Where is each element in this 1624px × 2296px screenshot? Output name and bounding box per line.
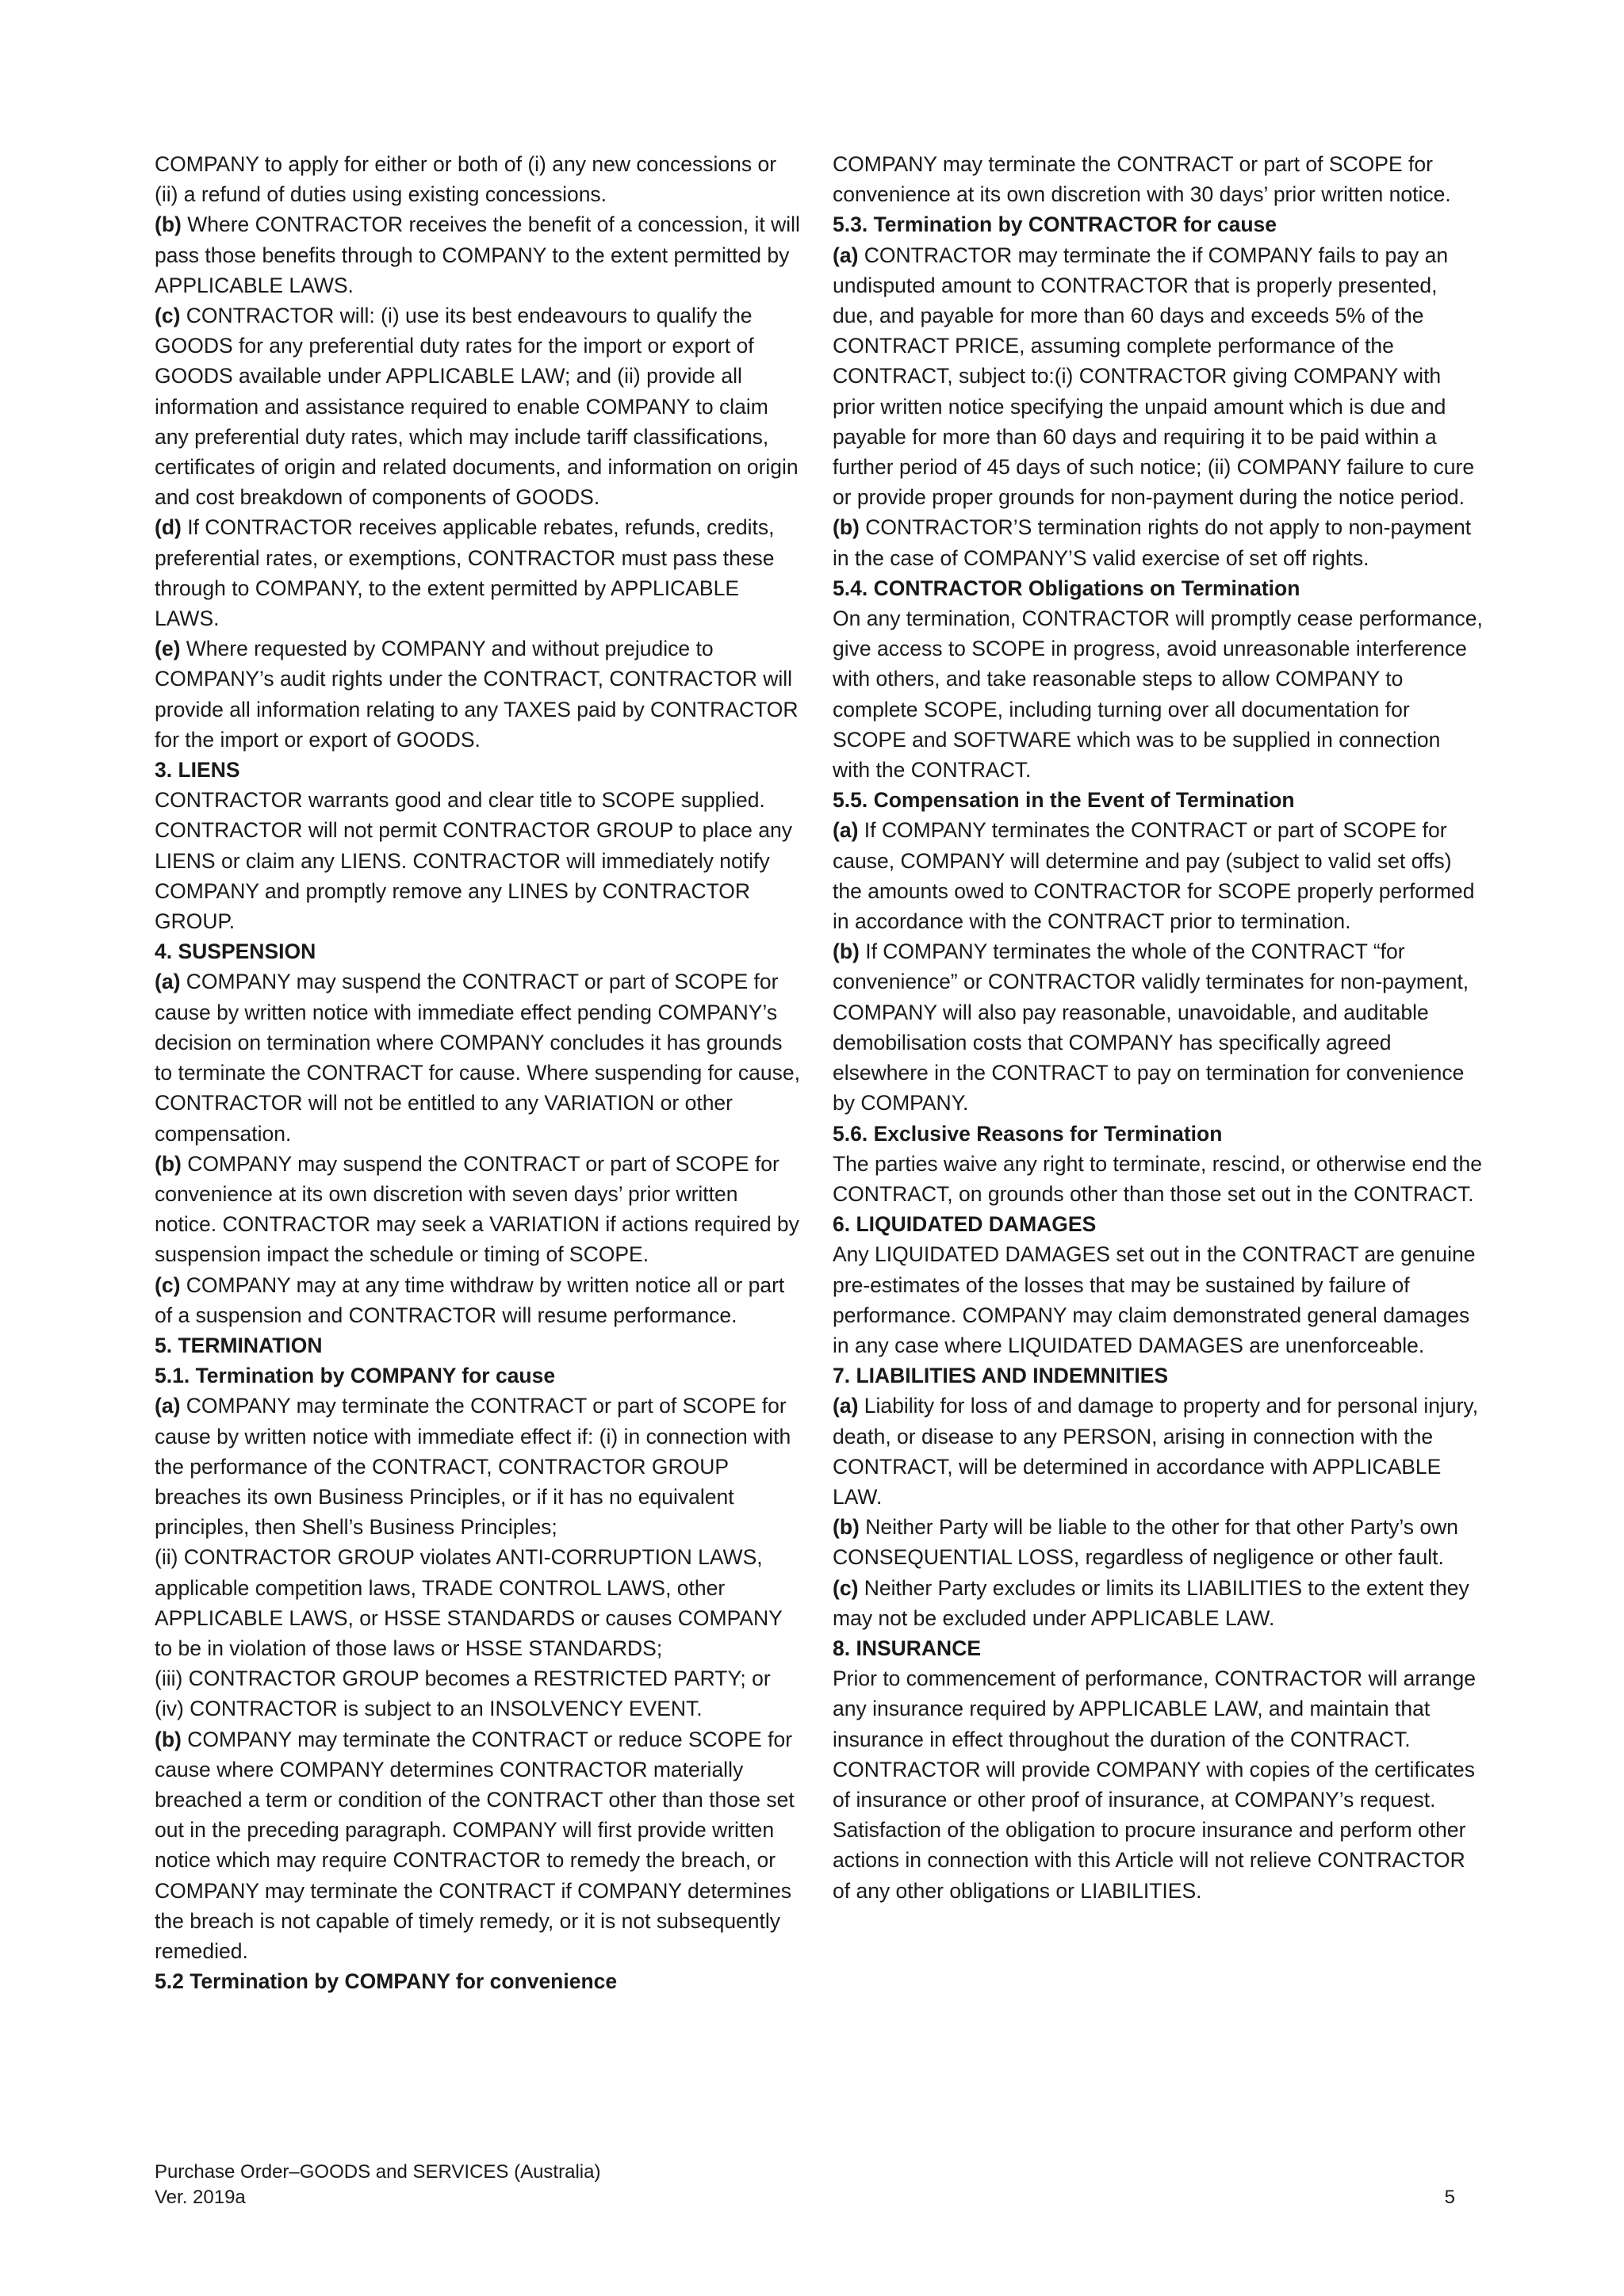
clause-text: On any termination, CONTRACTOR will promptly cease performance, give access to SCOPE in progress, avoid unreasonable interference with others, and take reasonable steps to allow COMPANY to complete SCOPE, including turning over all documentation for SCOPE and SOFTWARE which was to be supplied in connection with the CONTRACT. <box>833 607 1483 783</box>
clause-paragraph <box>155 512 805 633</box>
section-heading: 5.4. CONTRACTOR Obligations on Termination <box>833 576 1300 600</box>
clause-text: COMPANY may suspend the CONTRACT or part of SCOPE for convenience at its own discretion with seven days’ prior written notice. CONTRACTOR may seek a VARIATION if actions required by suspension impact the schedule or timing of SCOPE. <box>155 1151 799 1267</box>
clause-text: The parties waive any right to terminate, rescind, or otherwise end the CONTRACT, on grounds other than those set out in the CONTRACT. <box>833 1151 1482 1206</box>
clause-text: COMPANY may terminate the CONTRACT or reduce SCOPE for cause where COMPANY determines CONTRACTOR materially breached a term or condition of the CONTRACT other than those set out in the preceding paragraph. COMPANY will first provide written notice which may require CONTRACTOR to remedy the breach, or COMPANY may terminate the CONTRACT if COMPANY determines the breach is not capable of timely remedy, or it is not subsequently remedied. <box>155 1727 795 1963</box>
clause-paragraph <box>155 1663 805 1693</box>
clause-paragraph <box>833 149 1483 209</box>
clause-label: (e) <box>155 637 181 661</box>
clause-paragraph <box>833 936 1483 1118</box>
clause-text: CONTRACTOR’S termination rights do not apply to non-payment in the case of COMPANY’S valid exercise of set off rights. <box>833 515 1472 570</box>
clause-paragraph <box>155 1270 805 1330</box>
clause-label: (a) <box>155 1394 181 1418</box>
section-heading: 6. LIQUIDATED DAMAGES <box>833 1212 1097 1237</box>
clause-paragraph <box>833 1663 1483 1906</box>
clause-text: Where requested by COMPANY and without prejudice to COMPANY’s audit rights under the CONTRACT, CONTRACTOR will provide all information relating to any TAXES paid by CONTRACTOR for the import or export of GOODS. <box>155 637 799 752</box>
clause-text: Neither Party excludes or limits its LIABILITIES to the extent they may not be excluded under APPLICABLE LAW. <box>833 1575 1469 1630</box>
clause-paragraph <box>155 1542 805 1663</box>
clause-text: If CONTRACTOR receives applicable rebates, refunds, credits, preferential rates, or exemptions, CONTRACTOR must pass these through to COMPANY, to the extent permitted by APPLICABLE LAWS. <box>155 515 775 631</box>
clause-label: (a) <box>833 243 859 267</box>
clause-text: Liability for loss of and damage to property and for personal injury, death, or disease to any PERSON, arising in connection with the CONTRACT, will be determined in accordance with APPLICABLE LAW. <box>833 1394 1479 1509</box>
clause-label: (c) <box>833 1575 859 1600</box>
clause-label: (b) <box>833 1515 860 1540</box>
section-heading: 8. INSURANCE <box>833 1636 982 1660</box>
clause-paragraph <box>155 149 805 209</box>
clause-paragraph <box>155 1149 805 1270</box>
section-heading: 5.2 Termination by COMPANY for convenience <box>155 1969 618 1994</box>
clause-label: (d) <box>155 515 182 540</box>
clause-paragraph <box>155 1693 805 1724</box>
clause-text: (iii) CONTRACTOR GROUP becomes a RESTRICTED PARTY; or <box>155 1667 771 1691</box>
section-heading: 5.1. Termination by COMPANY for cause <box>155 1364 556 1388</box>
clause-text: Neither Party will be liable to the other for that other Party’s own CONSEQUENTIAL LOSS, regardless of negligence or other fault. <box>833 1515 1458 1570</box>
clause-text: CONTRACTOR will: (i) use its best endeavours to qualify the GOODS for any preferential duty rates for the import or export of GOODS available under APPLICABLE LAW; and (ii) provide all information and assistance required to enable COMPANY to claim any preferential duty rates, which may include tariff classifications, certificates of origin and related documents, and information on origin and cost breakdown of components of GOODS. <box>155 304 799 510</box>
clause-paragraph <box>155 209 805 300</box>
clause-text: CONTRACTOR may terminate the if COMPANY fails to pay an undisputed amount to CONTRACTOR that is properly presented, due, and payable for more than 60 days and exceeds 5% of the CONTRACT PRICE, assuming complete performance of the CONTRACT, subject to:(i) CONTRACTOR giving COMPANY with prior written notice specifying the unpaid amount which is due and payable for more than 60 days and requiring it to be paid within a further period of 45 days of such notice; (ii) COMPANY failure to cure or provide proper grounds for non-payment during the notice period. <box>833 243 1475 510</box>
clause-paragraph <box>833 1239 1483 1360</box>
clause-paragraph <box>155 300 805 512</box>
clause-text: (iv) CONTRACTOR is subject to an INSOLVENCY EVENT. <box>155 1697 703 1721</box>
clause-paragraph <box>833 1149 1483 1209</box>
clause-paragraph <box>155 633 805 755</box>
clause-text: COMPANY may terminate the CONTRACT or part of SCOPE for convenience at its own discretion with 30 days’ prior written notice. <box>833 152 1451 207</box>
clause-text: COMPANY may terminate the CONTRACT or part of SCOPE for cause by written notice with immediate effect if: (i) in connection with the performance of the CONTRACT, CONTRACTOR GROUP breaches its own Business Principles, or if it has no equivalent principles, then Shell’s Business Principles; <box>155 1394 791 1540</box>
footer-version: Ver. 2019a <box>155 2187 246 2208</box>
clause-text: CONTRACTOR warrants good and clear title to SCOPE supplied. CONTRACTOR will not permit CONTRACTOR GROUP to place any LIENS or claim any LIENS. CONTRACTOR will immediately notify COMPANY and promptly remove any LINES by CONTRACTOR GROUP. <box>155 788 793 934</box>
right-column <box>833 149 1483 1906</box>
footer-document-title: Purchase Order–GOODS and SERVICES (Australia) <box>155 2161 601 2183</box>
clause-text: Prior to commencement of performance, CONTRACTOR will arrange any insurance required by APPLICABLE LAW, and maintain that insurance in effect throughout the duration of the CONTRACT. CONTRACTOR will provide COMPANY with copies of the certificates of insurance or other proof of insurance, at COMPANY’s request. Satisfaction of the obligation to procure insurance and perform other actions in connection with this Article will not relieve CONTRACTOR of any other obligations or LIABILITIES. <box>833 1667 1476 1903</box>
clause-paragraph <box>833 240 1483 513</box>
clause-paragraph <box>155 1391 805 1542</box>
clause-label: (c) <box>155 1272 181 1297</box>
left-column <box>155 149 805 1996</box>
clause-paragraph <box>833 1391 1483 1512</box>
clause-text: COMPANY may suspend the CONTRACT or part of SCOPE for cause by written notice with immediate effect pending COMPANY’s decision on termination where COMPANY concludes it has grounds to terminate the CONTRACT for cause. Where suspending for cause, CONTRACTOR will not be entitled to any VARIATION or other compensation. <box>155 970 801 1146</box>
page-number: 5 <box>1444 2187 1455 2208</box>
clause-text: If COMPANY terminates the CONTRACT or part of SCOPE for cause, COMPANY will determine and pay (subject to valid set offs) the amounts owed to CONTRACTOR for SCOPE properly performed in accordance with the CONTRACT prior to termination. <box>833 818 1475 934</box>
section-heading: 7. LIABILITIES AND INDEMNITIES <box>833 1364 1169 1388</box>
clause-paragraph <box>155 785 805 936</box>
section-heading: 5.6. Exclusive Reasons for Termination <box>833 1121 1223 1146</box>
clause-paragraph <box>155 1724 805 1967</box>
clause-label: (a) <box>833 1394 859 1418</box>
section-heading: 4. SUSPENSION <box>155 939 316 964</box>
clause-text: Any LIQUIDATED DAMAGES set out in the CONTRACT are genuine pre-estimates of the losses that may be sustained by failure of performance. COMPANY may claim demonstrated general damages in any case where LIQUIDATED DAMAGES are unenforceable. <box>833 1242 1476 1357</box>
clause-paragraph <box>833 1573 1483 1633</box>
clause-paragraph <box>833 512 1483 572</box>
clause-paragraph <box>155 966 805 1148</box>
section-heading: 3. LIENS <box>155 758 240 783</box>
clause-paragraph <box>833 1512 1483 1572</box>
page-footer <box>155 2160 1455 2210</box>
clause-text: COMPANY to apply for either or both of (i) any new concessions or (ii) a refund of duties using existing concessions. <box>155 152 777 207</box>
clause-label: (b) <box>833 515 860 540</box>
section-heading: 5. TERMINATION <box>155 1333 323 1357</box>
section-heading: 5.3. Termination by CONTRACTOR for cause <box>833 212 1277 237</box>
section-heading: 5.5. Compensation in the Event of Termination <box>833 788 1295 813</box>
clause-text: Where CONTRACTOR receives the benefit of a concession, it will pass those benefits through to COMPANY to the extent permitted by APPLICABLE LAWS. <box>155 212 800 297</box>
clause-label: (b) <box>155 1727 182 1751</box>
clause-text: (ii) CONTRACTOR GROUP violates ANTI-CORRUPTION LAWS, applicable competition laws, TRADE CONTROL LAWS, other APPLICABLE LAWS, or HSSE STANDARDS or causes COMPANY to be in violation of those laws or HSSE STANDARDS; <box>155 1545 783 1660</box>
clause-text: COMPANY may at any time withdraw by written notice all or part of a suspension and CONTRACTOR will resume performance. <box>155 1272 785 1327</box>
clause-label: (b) <box>155 212 182 237</box>
clause-paragraph <box>833 603 1483 785</box>
clause-label: (b) <box>833 939 860 964</box>
clause-paragraph <box>833 815 1483 936</box>
clause-label: (c) <box>155 304 181 328</box>
clause-label: (a) <box>833 818 859 843</box>
clause-label: (b) <box>155 1151 182 1176</box>
clause-text: If COMPANY terminates the whole of the CONTRACT “for convenience” or CONTRACTOR validly terminates for non-payment, COMPANY will also pay reasonable, unavoidable, and auditable demobilisation costs that COMPANY has specifically agreed elsewhere in the CONTRACT to pay on termination for convenience by COMPANY. <box>833 939 1469 1115</box>
clause-label: (a) <box>155 970 181 994</box>
